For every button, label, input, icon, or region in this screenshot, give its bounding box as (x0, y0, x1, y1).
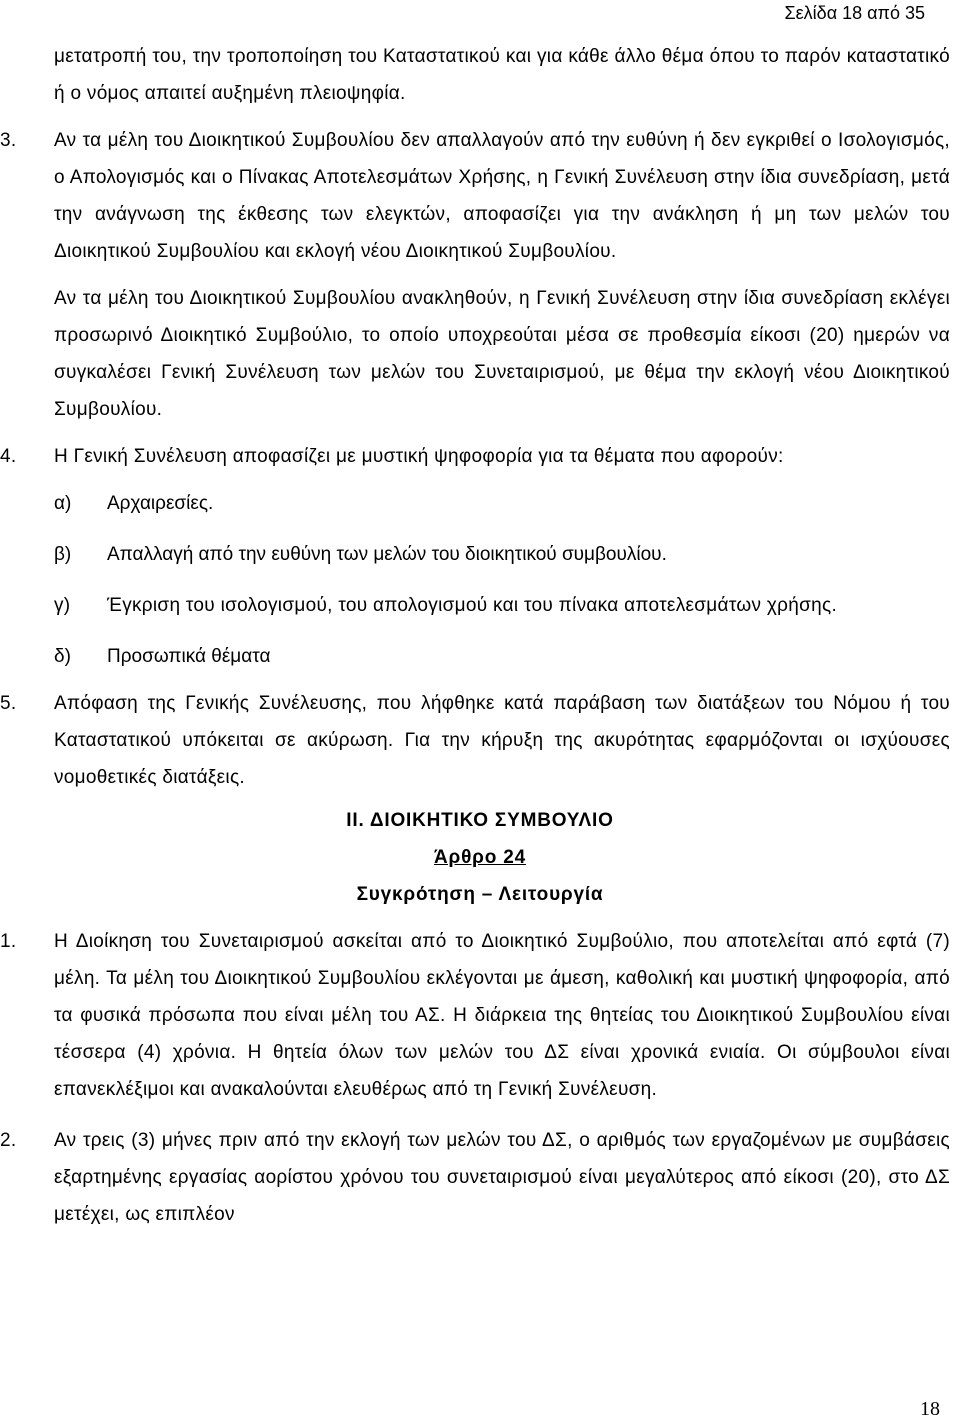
page-number: 18 (920, 1398, 940, 1420)
sub-item-text: Έγκριση του ισολογισμού, του απολογισμού και του πίνακα αποτελεσμάτων χρήσης. (107, 595, 838, 616)
item-3-continuation: Αν τα μέλη του Διοικητικού Συμβουλίου ανακληθούν, η Γενική Συνέλευση στην ίδια συνεδρίαση εκλέγει προσωρινό Διοικητικό Συμβούλιο, το οποίο υποχρεούται μέσα σε προθεσμία είκοσι (20) ημερών να συγκαλέσει Γενική Συνέλευση των μελών του Συνεταιρισμού, με θέμα την εκλογή νέου Διοικητικού Συμβουλίου. (54, 288, 950, 420)
section-title: ΙΙ. ΔΙΟΙΚΗΤΙΚΟ ΣΥΜΒΟΥΛΙΟ (346, 810, 614, 831)
article-item-1 (0, 923, 960, 1108)
numbered-item-5 (0, 685, 960, 796)
page-content (0, 38, 960, 1233)
item-number: 5. (0, 693, 17, 714)
intro-continuation: μετατροπή του, την τροποποίηση του Καταστατικού και για κάθε άλλο θέμα όπου το παρόν καταστατικό ή ο νόμος απαιτεί αυξημένη πλειοψηφία. (54, 46, 950, 104)
item-text: Η Διοίκηση του Συνεταιρισμού ασκείται από το Διοικητικό Συμβούλιο, που αποτελείται από εφτά (7) μέλη. Τα μέλη του Διοικητικού Συμβουλίου εκλέγονται με άμεση, καθολική και μυστική ψηφοφορία, από τα φυσικά πρόσωπα που είναι μέλη του ΑΣ. Η διάρκεια της θητείας του Διοικητικού Συμβουλίου είναι τέσσερα (4) χρόνια. Η θητεία όλων των μελών του ΔΣ είναι χρονικά ενιαία. Οι σύμβουλοι είναι επανεκλέξιμοι και ανακαλούνται ελευθέρως από τη Γενική Συνέλευση. (54, 931, 950, 1100)
sub-item-letter: α) (54, 493, 72, 514)
sub-item-text: Προσωπικά θέματα (107, 646, 271, 667)
sub-item-d (0, 638, 960, 675)
numbered-item-3 (0, 122, 960, 270)
item-text: Απόφαση της Γενικής Συνέλευσης, που λήφθηκε κατά παράβαση των διατάξεων του Νόμου ή του Καταστατικού υπόκειται σε ακύρωση. Για την κήρυξη της ακυρότητας εφαρμόζονται οι ισχύουσες νομοθετικές διατάξεις. (54, 693, 950, 788)
item-number: 3. (0, 130, 17, 151)
item-number: 2. (0, 1130, 17, 1151)
item-text: Αν τρεις (3) μήνες πριν από την εκλογή των μελών του ΔΣ, ο αριθμός των εργαζομένων με συμβάσεις εξαρτημένης εργασίας αορίστου χρόνου του συνεταιρισμού είναι μεγαλύτερος από είκοσι (20), στο ΔΣ μετέχει, ως επιπλέον (54, 1130, 950, 1225)
article-subtitle: Συγκρότηση – Λειτουργία (356, 884, 604, 905)
sub-item-text: Απαλλαγή από την ευθύνη των μελών του διοικητικού συμβουλίου. (107, 544, 667, 565)
item-text: Αν τα μέλη του Διοικητικού Συμβουλίου δεν απαλλαγούν από την ευθύνη ή δεν εγκριθεί ο Ισολογισμός, ο Απολογισμός και ο Πίνακας Αποτελεσμάτων Χρήσης, η Γενική Συνέλευση στην ίδια συνεδρίαση, μετά την ανάγνωση της έκθεσης των ελεγκτών, αποφασίζει για την ανάκληση ή μη των μελών του Διοικητικού Συμβουλίου και εκλογή νέου Διοικητικού Συμβουλίου. (54, 130, 950, 262)
sub-item-c (0, 587, 960, 624)
sub-item-letter: β) (54, 544, 72, 565)
article-title: Άρθρο 24 (434, 847, 526, 868)
page-header: Σελίδα 18 από 35 (784, 3, 925, 23)
item-number: 1. (0, 931, 17, 952)
article-item-2 (0, 1122, 960, 1233)
item-number: 4. (0, 446, 17, 467)
numbered-item-4 (0, 438, 960, 475)
sub-item-a (0, 485, 960, 522)
sub-item-letter: δ) (54, 646, 71, 667)
sub-item-b (0, 536, 960, 573)
item-text: Η Γενική Συνέλευση αποφασίζει με μυστική ψηφοφορία για τα θέματα που αφορούν: (54, 446, 784, 467)
sub-item-text: Αρχαιρεσίες. (107, 493, 214, 514)
sub-item-letter: γ) (54, 595, 71, 616)
